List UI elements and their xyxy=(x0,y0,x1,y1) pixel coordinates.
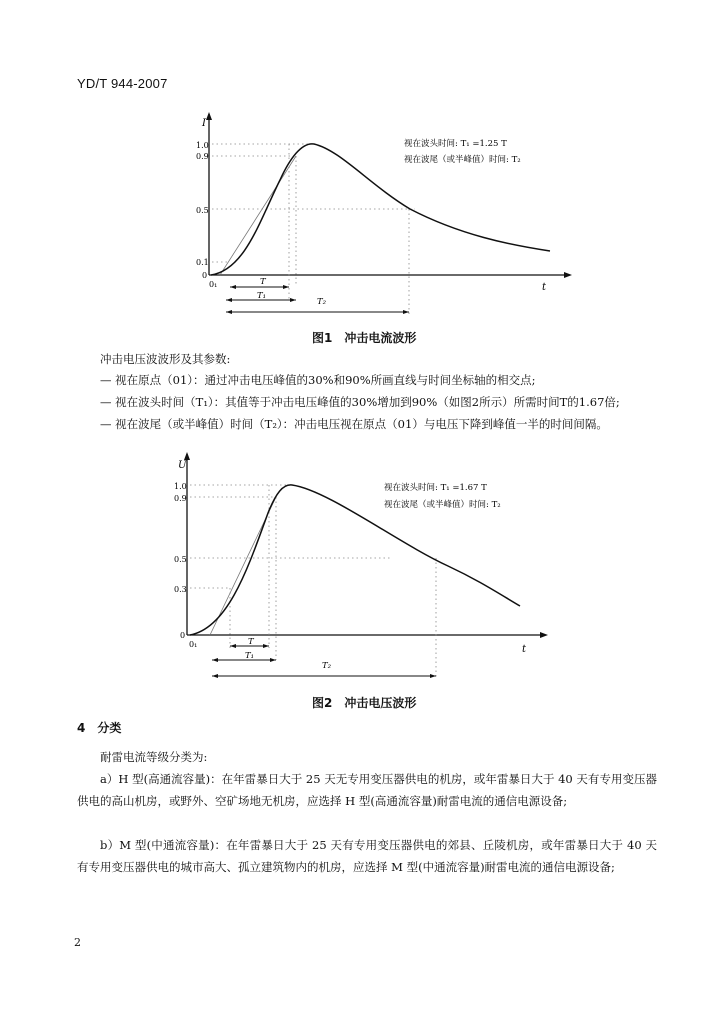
fig1-tick-0.1: 0.1 xyxy=(196,258,209,267)
figure1-caption: 图1 冲击电流波形 xyxy=(312,331,417,345)
fig2-legend-line2: 视在波尾（或半峰值）时间: T₂ xyxy=(384,500,501,510)
fig2-tick-0: 0 xyxy=(180,631,186,640)
fig2-legend-line1: 视在波头时间: T₁ =1.67 T xyxy=(384,483,487,493)
fig1-legend-line1: 视在波头时间: T₁ =1.25 T xyxy=(404,139,507,149)
voltage-params-intro: 冲击电压波波形及其参数: xyxy=(100,352,231,366)
voltage-param-item1: — 视在原点（01）：通过冲击电压峰值的30%和90%所画直线与时间坐标轴的相交点; xyxy=(100,373,536,387)
fig2-interval-T1-label: T₁ xyxy=(245,651,255,661)
figure2-voltage-waveform xyxy=(168,448,558,688)
fig1-construction-line xyxy=(220,156,296,275)
page-number: 2 xyxy=(74,936,81,949)
fig1-origin-label: 0₁ xyxy=(209,280,218,289)
section4-item-a: a）H 型(高通流容量)：在年雷暴日大于 25 天无专用变压器供电的机房，或年雷暴日大于 40 天有专用变压器供电的高山机房，或野外、空矿场地无机房，应选择 H 型(高通流容量)耐雷电流的通信电源设备; xyxy=(77,772,657,808)
fig2-y-arrow xyxy=(184,452,190,460)
fig2-origin-label: 0₁ xyxy=(189,640,198,649)
fig1-tick-0.5: 0.5 xyxy=(196,206,209,215)
fig1-tick-0: 0 xyxy=(202,271,208,280)
fig2-interval-T-label: T xyxy=(248,637,254,647)
voltage-param-item3: — 视在波尾（或半峰值）时间（T₂）：冲击电压视在原点（01）与电压下降到峰值一半的时间间隔。 xyxy=(100,417,608,431)
fig2-y-axis-label: U xyxy=(178,460,187,471)
voltage-param-item2: — 视在波头时间（T₁）：其值等于冲击电压峰值的30%增加到90%（如图2所示）所需时间T的1.67倍; xyxy=(100,395,620,409)
figure2-caption: 图2 冲击电压波形 xyxy=(312,696,417,710)
fig1-legend-line2: 视在波尾（或半峰值）时间: T₂ xyxy=(404,155,521,165)
document-code: YD/T 944-2007 xyxy=(77,76,168,91)
section4-intro: 耐雷电流等级分类为: xyxy=(100,750,208,764)
fig2-tick-0.3: 0.3 xyxy=(174,585,187,594)
fig2-x-arrow xyxy=(540,632,548,638)
fig2-x-axis-label: t xyxy=(522,644,527,655)
fig1-x-arrow xyxy=(564,272,572,278)
fig1-interval-T1-label: T₁ xyxy=(257,291,267,301)
fig1-interval-T2-label: T₂ xyxy=(317,297,327,307)
fig2-interval-T2-label: T₂ xyxy=(322,661,332,671)
section4-item-b: b）M 型(中通流容量)：在年雷暴日大于 25 天有专用变压器供电的郊县、丘陵机房，或年雷暴日大于 40 天有专用变压器供电的城市高大、孤立建筑物内的机房，应选择 M 型(中通流容量)耐雷电流的通信电源设备; xyxy=(77,838,657,874)
fig1-interval-T-label: T xyxy=(260,277,266,287)
fig1-x-axis-label: t xyxy=(542,282,547,293)
fig2-tick-0.9: 0.9 xyxy=(174,494,187,503)
fig1-tick-0.9: 0.9 xyxy=(196,152,209,161)
fig1-y-arrow xyxy=(206,112,212,120)
fig1-y-axis-label: I xyxy=(202,118,206,129)
section4-heading: 4 分类 xyxy=(77,721,122,735)
fig2-tick-0.5: 0.5 xyxy=(174,555,187,564)
figure1-current-waveform xyxy=(190,110,590,320)
fig1-tick-1.0: 1.0 xyxy=(196,141,209,150)
fig2-tick-1.0: 1.0 xyxy=(174,482,187,491)
